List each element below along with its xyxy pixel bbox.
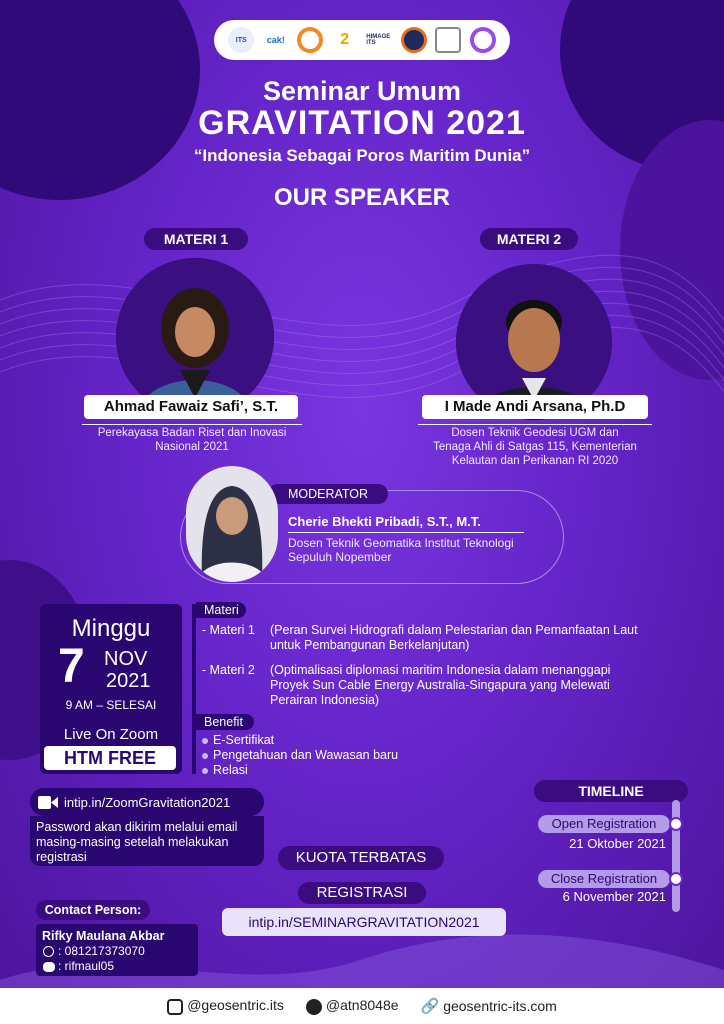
registrasi-badge: REGISTRASI [298,882,426,904]
whatsapp-icon [43,946,54,957]
circle-logo [297,27,323,53]
line-handle: @atn8048e [325,997,399,1014]
globe-logo [401,27,427,53]
materi-2-line1: (Optimalisasi diplomasi maritim Indonesia dalam menanggapi [270,663,611,677]
zoom-note-line2: masing-masing setelah melakukan [36,835,229,849]
benefit-heading: Benefit [196,714,254,730]
materi-1-tag: MATERI 1 [144,228,248,250]
moderator-desc-line1: Dosen Teknik Geomatika Institut Teknologi [288,536,514,550]
speaker-1-desc-line1: Perekayasa Badan Riset dan Inovasi [97,427,287,439]
event-title-line1: Seminar Umum [262,76,462,106]
materi-2-label: - Materi 2 [202,663,255,677]
speaker-2-desc-line1: Dosen Teknik Geodesi UGM dan [451,427,619,439]
event-time: 9 AM – SELESAI [65,698,157,712]
moderator-tag: MODERATOR [268,484,388,504]
line-icon [43,962,55,972]
materi-2-tag: MATERI 2 [480,228,578,250]
anniversary-logo: 2 [340,31,350,48]
speaker-1-desc-line2: Nasional 2021 [155,441,229,453]
footer [0,988,724,1024]
himage-logo: HIMAGE ITS [366,34,391,46]
materi-1-line1: (Peran Survei Hidrografi dalam Pelestarian dan Pemanfaatan Laut [270,623,638,637]
footer-website[interactable] [421,997,557,1015]
kuota-badge: KUOTA TERBATAS [278,846,444,870]
video-camera-icon [38,796,58,809]
its-logo: ITS [228,27,254,53]
footer-instagram[interactable] [167,997,284,1014]
benefit-item-label: Pengetahuan dan Wawasan baru [213,748,399,762]
bullet-icon [202,738,208,744]
website-url: geosentric-its.com [443,998,557,1014]
contact-line[interactable]: : rifmaul05 [58,959,115,973]
materi-1-line2: untuk Pembangunan Berkelanjutan) [270,638,470,652]
zoom-note-line1: Password akan dikirim melalui email [36,820,238,834]
geo-logo [435,27,461,53]
timeline-dot-open [669,817,683,831]
speaker-1-photo [116,258,274,416]
date-card-divider [192,604,196,774]
event-theme: “Indonesia Sebagai Poros Maritim Dunia” [193,146,531,165]
benefit-item [202,763,248,778]
materi-2-line3: Perairan Indonesia) [270,693,380,707]
speaker-2-divider [418,424,652,425]
speaker-1-name: Ahmad Fawaiz Safi’, S.T. [84,395,298,419]
registration-link[interactable]: intip.in/SEMINARGRAVITATION2021 [248,914,480,930]
contact-heading: Contact Person: [36,900,150,920]
instagram-icon [167,999,183,1015]
benefit-item-label: Relasi [213,763,248,777]
speaker-2-desc-line2: Tenaga Ahli di Satgas 115, Kementerian [433,441,637,453]
cak-logo: cak! [266,35,285,45]
htm-text: HTM FREE [64,748,156,768]
open-registration-label: Open Registration [551,816,657,831]
benefit-item [202,733,274,748]
bullet-icon [202,768,208,774]
bullet-icon [202,753,208,759]
geosentric-logo [470,27,496,53]
moderator-photo [186,466,278,582]
benefit-item [202,748,398,763]
zoom-note-line3: registrasi [36,850,87,864]
open-registration-date: 21 Oktober 2021 [569,836,666,851]
contact-phone[interactable]: : 081217373070 [58,944,145,958]
speaker-2-name: I Made Andi Arsana, Ph.D [422,395,648,419]
materi-2-line2: Proyek Sun Cable Energy Australia-Singapura yang Melewati [270,678,610,692]
line-app-icon [306,999,322,1015]
moderator-divider [288,532,524,533]
instagram-handle: @geosentric.its [187,997,284,1014]
footer-line[interactable] [306,997,399,1014]
moderator-desc-line2: Sepuluh Nopember [288,550,392,564]
close-registration-label: Close Registration [550,871,658,886]
event-month: NOV [104,648,148,670]
link-icon: 🔗 [420,998,440,1015]
zoom-link[interactable]: intip.in/ZoomGravitation2021 [64,795,231,810]
timeline-dot-close [669,872,683,886]
event-venue: Live On Zoom [63,726,159,743]
event-date: 7 [58,640,85,693]
close-registration-date: 6 November 2021 [562,889,666,904]
timeline-heading: TIMELINE [534,780,688,802]
speaker-2-desc-line3: Kelautan dan Perikanan RI 2020 [451,455,619,467]
sponsor-logos-bar [214,20,510,60]
contact-name: Rifky Maulana Akbar [42,929,165,943]
event-day: Minggu [71,615,151,642]
materi-1-label: - Materi 1 [202,623,255,637]
moderator-name: Cherie Bhekti Pribadi, S.T., M.T. [288,514,481,529]
event-title-line2: GRAVITATION 2021 [198,104,526,142]
materi-heading: Materi [196,602,246,618]
our-speaker-heading: OUR SPEAKER [273,184,451,211]
speaker-1-divider [82,424,302,425]
benefit-item-label: E-Sertifikat [213,733,275,747]
event-year: 2021 [106,670,151,692]
